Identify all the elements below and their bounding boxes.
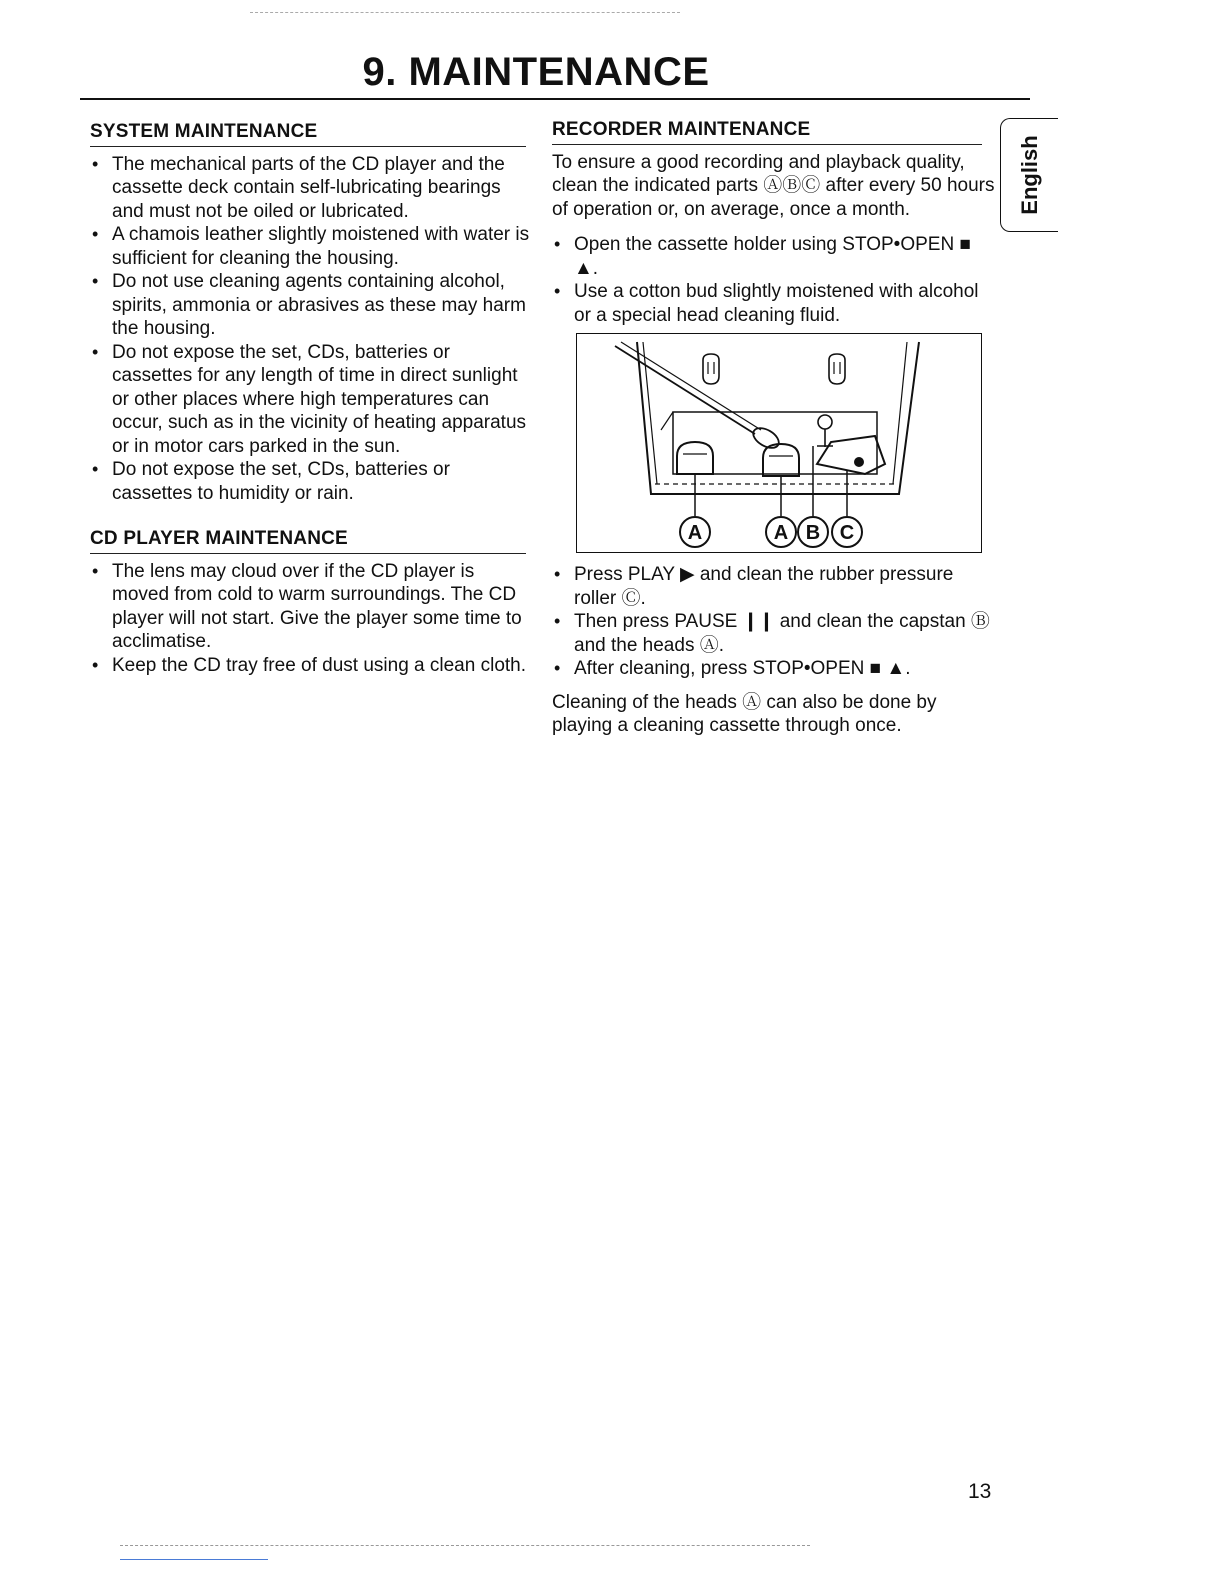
list-item: • A chamois leather slightly moistened with water is sufficient for cleaning the housing. [90, 223, 530, 270]
list-item: • The mechanical parts of the CD player and the cassette deck contain self-lubricating bearings and must not be oiled or lubricated. [90, 153, 530, 224]
recorder-steps-before [552, 233, 997, 327]
recorder-intro: To ensure a good recording and playback quality, clean the indicated parts ⒶⒷⒸ after every 50 hours of operation or, on average, once a month. [552, 151, 995, 220]
system-maintenance-list [90, 153, 530, 506]
diagram-label-a: A [773, 522, 789, 544]
cd-player-maintenance-heading: CD PLAYER MAINTENANCE [90, 527, 526, 554]
list-item: • Use a cotton bud slightly moistened with alcohol or a special head cleaning fluid. [552, 280, 997, 327]
language-tab-label: English [1017, 135, 1042, 215]
cd-player-maintenance-section [90, 527, 530, 677]
recorder-maintenance-heading: RECORDER MAINTENANCE [552, 118, 982, 145]
list-item: • Do not expose the set, CDs, batteries or cassettes for any length of time in direct sunlight or other places where high temperatures can occur, such as in the vicinity of heating apparatus or in motor cars parked in the sun. [90, 341, 530, 459]
system-maintenance-heading: SYSTEM MAINTENANCE [90, 120, 526, 147]
diagram-label-c: C [839, 522, 855, 544]
language-tab [1000, 118, 1058, 232]
list-item: • Do not expose the set, CDs, batteries or cassettes to humidity or rain. [90, 458, 530, 505]
scan-artifact-top [250, 12, 680, 13]
list-item: • Press PLAY ▶ and clean the rubber pressure roller Ⓒ. [552, 563, 997, 610]
system-maintenance-section [90, 120, 530, 505]
list-item: • Then press PAUSE ❙❙ and clean the capstan Ⓑ and the heads Ⓐ. [552, 610, 997, 657]
list-item: • Keep the CD tray free of dust using a clean cloth. [90, 654, 530, 678]
footer-divider [120, 1545, 810, 1546]
page-title: 9. MAINTENANCE [362, 50, 710, 94]
cassette-deck-illustration [577, 334, 981, 552]
list-item: • Open the cassette holder using STOP•OPEN ■ ▲. [552, 233, 997, 280]
recorder-maintenance-section [552, 118, 997, 738]
title-divider [80, 98, 1030, 100]
right-column [552, 118, 997, 738]
list-item: • The lens may cloud over if the CD player is moved from cold to warm surroundings. The CD player will not start. Give the player some time to acclimatise. [90, 560, 530, 654]
page-number: 13 [968, 1480, 992, 1503]
footer-link-underline [120, 1559, 268, 1560]
recorder-steps-after [552, 563, 997, 681]
recorder-closing-note: Cleaning of the heads Ⓐ can also be done by playing a cleaning cassette through once. [552, 691, 937, 736]
list-item: • Do not use cleaning agents containing alcohol, spirits, ammonia or abrasives as these may harm the housing. [90, 270, 530, 341]
diagram-label-a-left: A [687, 522, 703, 544]
list-item: • After cleaning, press STOP•OPEN ■ ▲. [552, 657, 997, 681]
cd-player-maintenance-list [90, 560, 530, 678]
diagram-label-b: B [805, 522, 821, 544]
cassette-deck-diagram [576, 333, 982, 553]
left-column [90, 120, 530, 677]
